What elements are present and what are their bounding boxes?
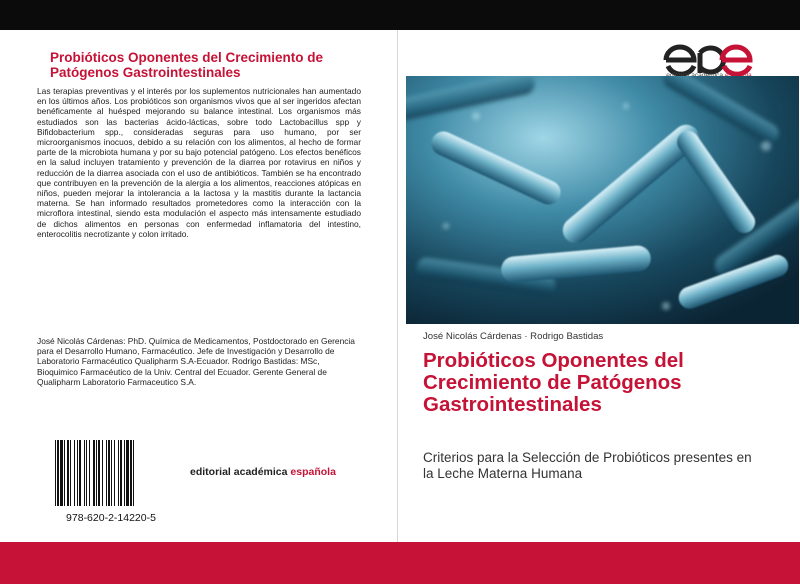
author-bio: José Nicolás Cárdenas: PhD. Química de Medicamentos, Postdoctorado en Gerencia para el Desarrollo Humano, Farmacéutico. Jefe de Investigación y Desarrollo de Laboratorio Farmacéutico Qualipharm S.A-Ecuador. Rodrigo Bastidas: MSc, Bioquimico Farmacéutico de la Univ. Central del Ecuador. Gerente General de Qualipharm Laboratorio Farmaceutico S.A. bbox=[37, 336, 355, 387]
barcode-bar bbox=[133, 440, 134, 506]
barcode-bar bbox=[55, 440, 56, 506]
barcode-bar bbox=[84, 440, 85, 506]
barcode-bar bbox=[74, 440, 75, 506]
barcode-bar bbox=[130, 440, 132, 506]
barcode-bar bbox=[70, 440, 71, 506]
front-cover-title: Probióticos Oponentes del Crecimiento de Patógenos Gastrointestinales bbox=[423, 349, 684, 416]
barcode-bar bbox=[60, 440, 63, 506]
front-cover-subtitle: Criterios para la Selección de Probióticos presentes en la Leche Materna Humana bbox=[423, 450, 752, 481]
cover-bacteria-image bbox=[406, 76, 799, 324]
barcode-bar bbox=[102, 440, 103, 506]
barcode-box bbox=[45, 438, 177, 528]
barcode-bar bbox=[93, 440, 95, 506]
barcode-bar bbox=[77, 440, 78, 506]
barcode-bar bbox=[64, 440, 65, 506]
spine-divider bbox=[397, 30, 398, 542]
barcode-icon bbox=[54, 440, 168, 506]
back-cover-title: Probióticos Oponentes del Crecimiento de Patógenos Gastrointestinales bbox=[50, 50, 324, 80]
barcode-bar bbox=[67, 440, 69, 506]
barcode-bar bbox=[106, 440, 107, 506]
barcode-bar bbox=[111, 440, 112, 506]
barcode-bar bbox=[108, 440, 110, 506]
publisher-name-main: editorial académica bbox=[190, 466, 291, 478]
barcode-bar bbox=[98, 440, 100, 506]
barcode-bar bbox=[86, 440, 87, 506]
bottom-accent-bar bbox=[0, 542, 800, 584]
publisher-name-back bbox=[190, 466, 336, 478]
barcode-bar bbox=[96, 440, 97, 506]
back-cover-blurb: Las terapias preventivas y el interés por los suplementos nutricionales han aumentado en los últimos años. Los probióticos son organismos vivos que al ser ingeridos afectan benéficamente al huésped mejorando su balance intestinal. Los organismos más estudiados son las bacterias ácido-lácticas, sobre todo Lactobacillus spp y Bifidobacterium spp., consideradas seguras para uso humano, por ser microorganismos inocuos, debido a su relación con los alimentos, al hecho de formar parte de la microbiota humana y por su bajo potencial patógeno. Los efectos benéficos en la salud incluyen tratamiento y prevención de la diarrea por rotavirus en niños y reducción de la diarrea asociada con el uso de antibióticos. También se ha encontrado que contribuyen en la prevención de la alergia a los alimentos, reacciones atópicas en niños, pueden mejorar la intolerancia a la lactosa y la mastitis durante la lactancia materna. Se han informado resultados prometedores como la interacción con la microflora intestinal, siendo esta modulación el aspecto más intensamente estudiado de dichos alimentos en personas con enfermedad inflamatoria del intestino, enterocolitis necrotizante y colon irritado. bbox=[37, 86, 361, 239]
authors: José Nicolás Cárdenas · Rodrigo Bastidas bbox=[423, 331, 604, 342]
isbn-number: 978-620-2-14220-5 bbox=[66, 512, 156, 524]
barcode-bar bbox=[118, 440, 119, 506]
barcode-bar bbox=[79, 440, 81, 506]
barcode-bar bbox=[57, 440, 59, 506]
barcode-bar bbox=[124, 440, 125, 506]
bacteria-illustration bbox=[406, 76, 799, 324]
barcode-bar bbox=[89, 440, 90, 506]
top-bar bbox=[0, 0, 800, 30]
barcode-bar bbox=[114, 440, 115, 506]
publisher-name-accent: española bbox=[290, 466, 336, 478]
barcode-bar bbox=[120, 440, 122, 506]
barcode-bar bbox=[126, 440, 129, 506]
